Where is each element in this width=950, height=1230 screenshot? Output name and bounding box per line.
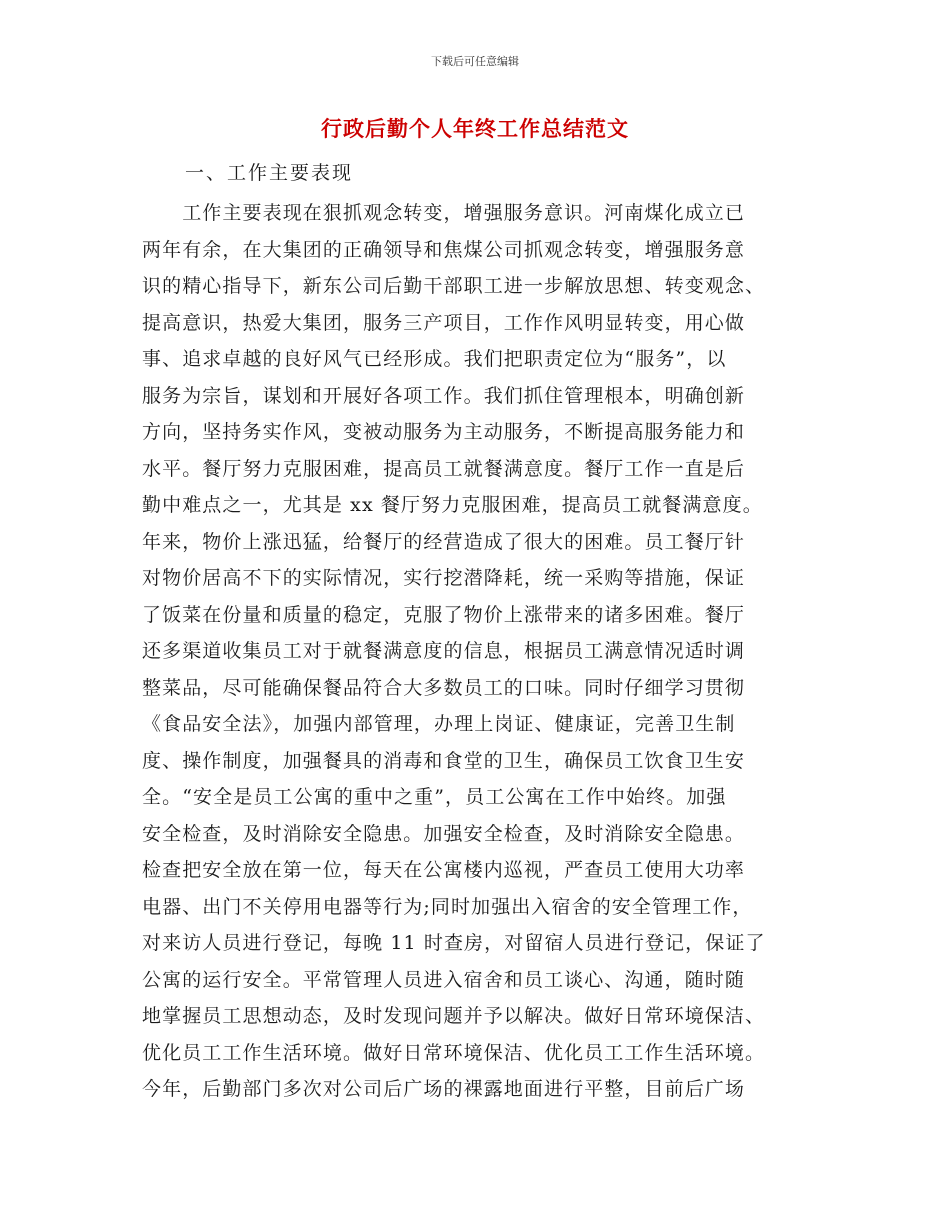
paragraph-line: 《食品安全法》，加强内部管理，办理上岗证、健康证，完善卫生制	[142, 713, 736, 735]
page-header-note: 下载后可任意编辑	[431, 55, 519, 68]
paragraph-line: 了饭菜在份量和质量的稳定，克服了物价上涨带来的诸多困难。餐厅	[142, 603, 746, 626]
paragraph-line: 工作主要表现在狠抓观念转变，增强服务意识。河南煤化成立已	[142, 202, 746, 224]
paragraph-line: 还多渠道收集员工对于就餐满意度的信息，根据员工满意情况适时调	[142, 640, 746, 662]
paragraph-line: 勤中难点之一，尤其是 xx 餐厅努力克服困难，提高员工就餐满意度。	[142, 494, 763, 516]
paragraph-line: 整菜品，尽可能确保餐品符合大多数员工的口味。同时仔细学习贯彻	[142, 676, 746, 699]
paragraph-line: 服务为宗旨，谋划和开展好各项工作。我们抓住管理根本，明确创新	[142, 384, 746, 407]
document-title: 行政后勤个人年终工作总结范文	[321, 116, 629, 141]
paragraph-line: 公寓的运行安全。平常管理人员进入宿舍和员工谈心、沟通，随时随	[142, 968, 746, 991]
paragraph-line: 全。“安全是员工公寓的重中之重”，员工公寓在工作中始终。加强	[142, 786, 727, 808]
paragraph-line: 今年，后勤部门多次对公司后广场的裸露地面进行平整，目前后广场	[142, 1078, 746, 1100]
paragraph-line: 检查把安全放在第一位，每天在公寓楼内巡视，严查员工使用大功率	[142, 859, 746, 881]
section-heading: 一、工作主要表现	[185, 162, 354, 184]
paragraph-line: 地掌握员工思想动态，及时发现问题并予以解决。做好日常环境保洁、	[142, 1005, 766, 1027]
paragraph-line: 度、操作制度，加强餐具的消毒和食堂的卫生，确保员工饮食卫生安	[142, 749, 746, 772]
paragraph-line: 水平。餐厅努力克服困难，提高员工就餐满意度。餐厅工作一直是后	[142, 457, 746, 480]
paragraph-line: 安全检查，及时消除安全隐患。加强安全检查，及时消除安全隐患。	[142, 822, 746, 845]
paragraph-line: 优化员工工作生活环境。做好日常环境保洁、优化员工工作生活环境。	[142, 1041, 766, 1064]
paragraph-line: 提高意识，热爱大集团，服务三产项目，工作作风明显转变，用心做	[142, 311, 746, 334]
paragraph-line: 两年有余，在大集团的正确领导和焦煤公司抓观念转变，增强服务意	[142, 238, 746, 261]
paragraph-line: 对来访人员进行登记，每晚 11 时查房，对留宿人员进行登记，保证了	[142, 932, 766, 954]
body-paragraph	[142, 195, 822, 1108]
paragraph-line: 年来，物价上涨迅猛，给餐厅的经营造成了很大的困难。员工餐厅针	[142, 530, 746, 553]
paragraph-line: 对物价居高不下的实际情况，实行挖潜降耗，统一采购等措施，保证	[142, 567, 746, 589]
paragraph-line: 电器、出门不关停用电器等行为;同时加强出入宿舍的安全管理工作，	[142, 895, 753, 918]
paragraph-line: 事、追求卓越的良好风气已经形成。我们把职责定位为“服务”，以	[142, 348, 727, 370]
paragraph-line: 识的精心指导下，新东公司后勤干部职工进一步解放思想、转变观念、	[142, 275, 766, 297]
paragraph-line: 方向，坚持务实作风，变被动服务为主动服务，不断提高服务能力和	[142, 421, 746, 443]
